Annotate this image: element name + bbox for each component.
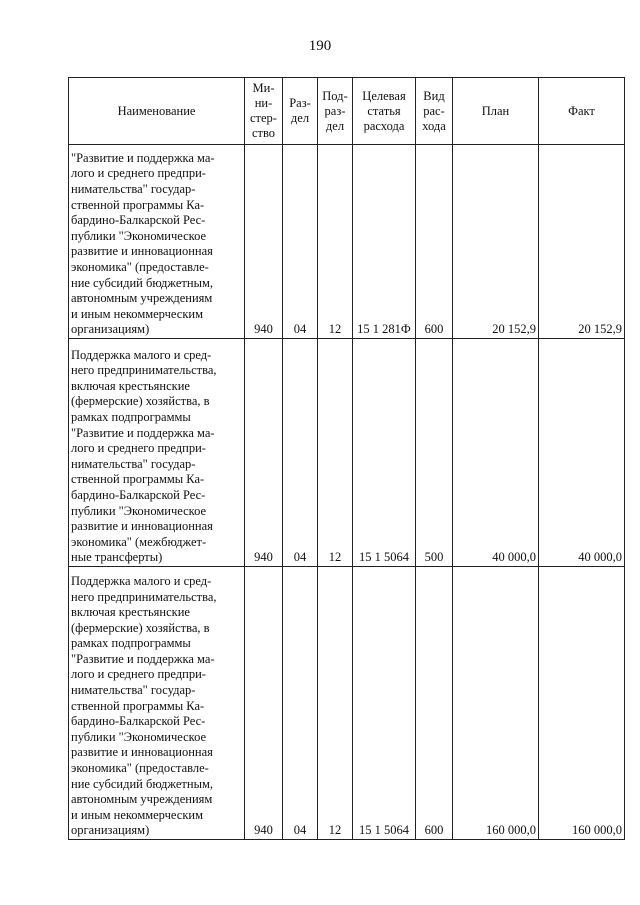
header-subsection-line: раз- — [324, 103, 346, 118]
row-ministry: 940 — [245, 145, 283, 339]
row-name-line: ственной программы Ка- — [71, 698, 205, 713]
row-name-line: него предпринимательства, — [71, 363, 217, 378]
row-name-line: нимательства" государ- — [71, 456, 196, 471]
row-name-line: бардино-Балкарской Рес- — [71, 213, 206, 228]
table-row — [69, 567, 625, 840]
row-name-line: публики "Экономическое — [71, 729, 207, 744]
row-name-line: (фермерские) хозяйства, в — [71, 620, 210, 635]
row-name-line: организациям) — [71, 322, 150, 337]
table-header-row — [69, 78, 625, 145]
row-name-line: экономика" (предоставле- — [71, 761, 209, 776]
header-expense-type-line: хода — [422, 118, 446, 133]
row-name-line: развитие и инновационная — [71, 519, 213, 534]
row-expense-type: 500 — [416, 339, 453, 567]
row-name-line: ственной программы Ка- — [71, 197, 205, 212]
row-name-line: "Развитие и поддержка ма- — [71, 425, 215, 440]
row-name-line: экономика" (предоставле- — [71, 260, 209, 275]
row-name-line: лого и среднего предпри- — [71, 441, 206, 456]
row-name-line: ственной программы Ка- — [71, 472, 205, 487]
row-plan: 40 000,0 — [453, 339, 539, 567]
header-expense-type-line: Вид — [423, 88, 445, 103]
row-name — [69, 145, 245, 339]
header-target-line: расхода — [363, 118, 405, 133]
row-plan: 160 000,0 — [453, 567, 539, 840]
row-name-line: нимательства" государ- — [71, 683, 196, 698]
row-ministry: 940 — [245, 567, 283, 840]
row-target: 15 1 281Ф — [353, 145, 416, 339]
row-name-line: рамках подпрограммы — [71, 410, 191, 425]
header-expense-type — [416, 78, 453, 145]
row-name-line: Поддержка малого и сред- — [71, 573, 212, 588]
row-subsection: 12 — [318, 145, 353, 339]
header-ministry-line: ни- — [254, 96, 273, 110]
row-name-line: публики "Экономическое — [71, 228, 207, 243]
row-name-line: бардино-Балкарской Рес- — [71, 714, 206, 729]
header-expense-type-line: рас- — [423, 103, 445, 118]
row-target: 15 1 5064 — [353, 567, 416, 840]
row-name-line: и иным некоммерческим — [71, 306, 203, 321]
row-fact: 20 152,9 — [539, 145, 625, 339]
row-section: 04 — [283, 339, 318, 567]
header-subsection-line: Под- — [322, 88, 348, 103]
header-ministry-line: ство — [251, 126, 276, 140]
row-name-line: развитие и инновационная — [71, 745, 213, 760]
header-section — [283, 78, 318, 145]
header-ministry — [245, 78, 283, 145]
row-name-line: него предпринимательства, — [71, 589, 217, 604]
row-name-line: лого и среднего предпри- — [71, 667, 206, 682]
row-name-line: (фермерские) хозяйства, в — [71, 394, 210, 409]
header-target-line: статья — [367, 103, 401, 118]
row-name-line: "Развитие и поддержка ма- — [71, 651, 215, 666]
row-plan: 20 152,9 — [453, 145, 539, 339]
row-name-line: развитие и инновационная — [71, 244, 213, 259]
header-ministry-line: Ми- — [252, 81, 275, 95]
row-expense-type: 600 — [416, 567, 453, 840]
row-name-line: и иным некоммерческим — [71, 807, 203, 822]
row-subsection: 12 — [318, 567, 353, 840]
row-name-line: нимательства" государ- — [71, 182, 196, 197]
header-name: Наименование — [69, 78, 245, 145]
row-subsection: 12 — [318, 339, 353, 567]
row-name-line: ние субсидий бюджетным, — [71, 776, 214, 791]
header-target — [353, 78, 416, 145]
row-name-line: экономика" (межбюджет- — [71, 534, 207, 549]
table-row — [69, 145, 625, 339]
table-row — [69, 339, 625, 567]
budget-table — [68, 77, 625, 840]
row-name — [69, 567, 245, 840]
row-target: 15 1 5064 — [353, 339, 416, 567]
row-section: 04 — [283, 145, 318, 339]
header-subsection-line: дел — [325, 118, 345, 133]
header-fact: Факт — [539, 78, 625, 145]
header-target-line: Целевая — [362, 88, 406, 103]
row-name-line: публики "Экономическое — [71, 503, 207, 518]
row-name-line: автономным учреждениям — [71, 792, 213, 807]
page-number: 190 — [308, 38, 332, 54]
row-name-line: включая крестьянские — [71, 378, 190, 393]
row-name-line: рамках подпрограммы — [71, 636, 191, 651]
row-section: 04 — [283, 567, 318, 840]
header-ministry-line: стер- — [250, 111, 277, 125]
row-name-line: "Развитие и поддержка ма- — [71, 150, 215, 165]
header-plan: План — [453, 78, 539, 145]
row-name-line: включая крестьянские — [71, 605, 190, 620]
row-name-line: автономным учреждениям — [71, 291, 213, 306]
row-ministry: 940 — [245, 339, 283, 567]
row-name-line: ние субсидий бюджетным, — [71, 275, 214, 290]
row-name — [69, 339, 245, 567]
header-subsection — [318, 78, 353, 145]
header-section-line: Раз- — [289, 96, 311, 110]
row-fact: 160 000,0 — [539, 567, 625, 840]
header-section-line: дел — [290, 111, 310, 125]
row-name-line: Поддержка малого и сред- — [71, 347, 212, 362]
row-name-line: бардино-Балкарской Рес- — [71, 488, 206, 503]
row-name-line: организациям) — [71, 823, 150, 838]
row-fact: 40 000,0 — [539, 339, 625, 567]
row-name-line: лого и среднего предпри- — [71, 166, 206, 181]
row-expense-type: 600 — [416, 145, 453, 339]
row-name-line: ные трансферты) — [71, 550, 163, 565]
